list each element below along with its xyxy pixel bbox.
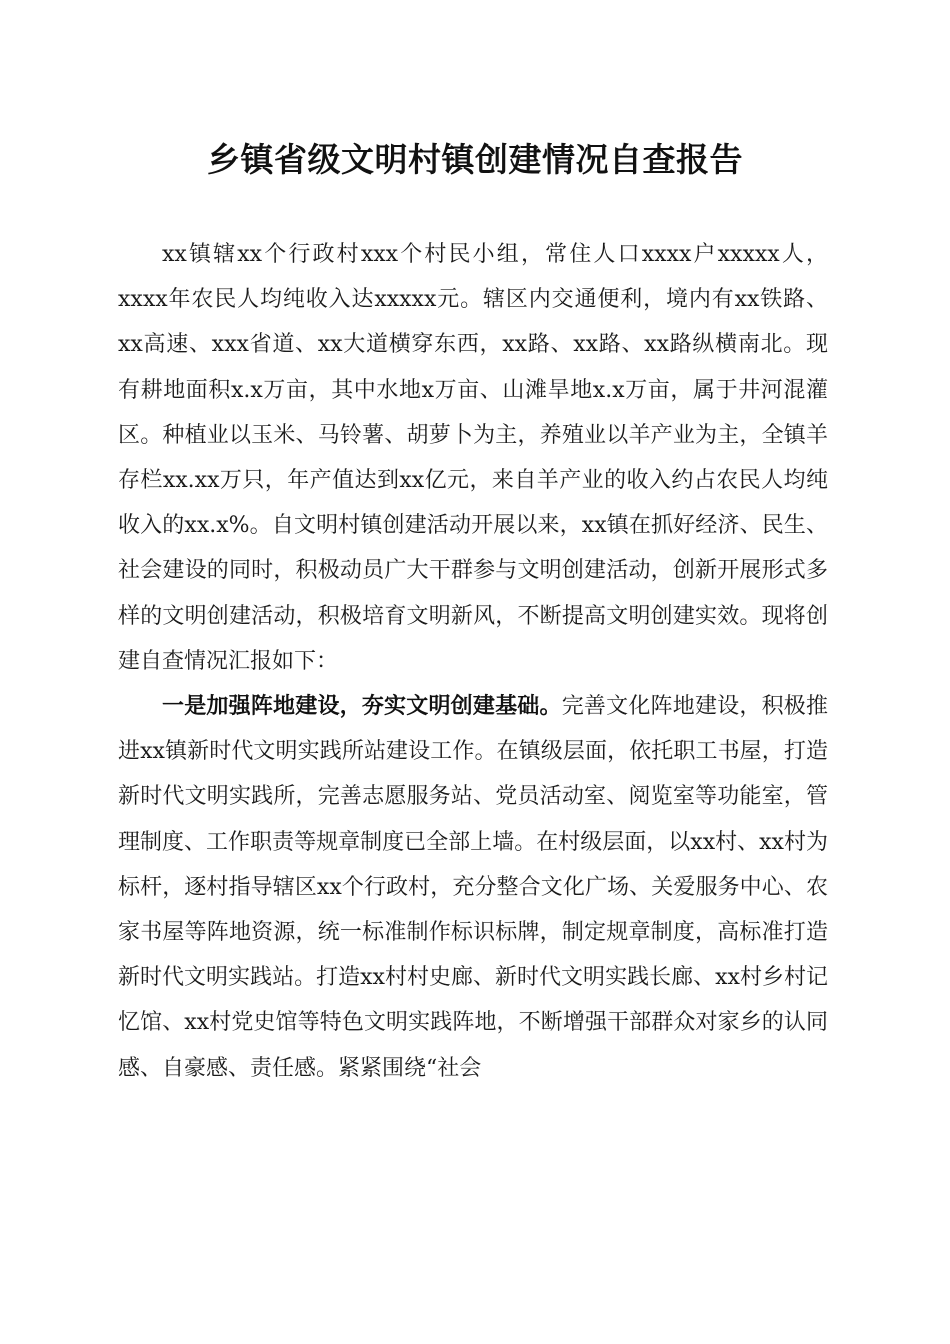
document-title: 乡镇省级文明村镇创建情况自查报告: [207, 140, 743, 179]
document-body: [118, 232, 828, 1091]
paragraph-intro: [118, 232, 828, 684]
section-lead-heading: 一是加强阵地建设，夯实文明创建基础。: [162, 693, 562, 720]
paragraph-text: xx镇辖xx个行政村xxx个村民小组，常住人口xxxx户xxxxx人，xxxx年农民人均纯收入达xxxxx元。辖区内交通便利，境内有xx铁路、xx高速、xxx省道、xx大道横穿东西，xx路、xx路、xx路纵横南北。现有耕地面积x.x万亩，其中水地x万亩、山滩旱地x.x万亩，属于井河混灌区。种植业以玉米、马铃薯、胡萝卜为主，养殖业以羊产业为主，全镇羊存栏xx.xx万只，年产值达到xx亿元，来自羊产业的收入约占农民人均纯收入的xx.x%。自文明村镇创建活动开展以来，xx镇在抓好经济、民生、社会建设的同时，积极动员广大干群参与文明创建活动，创新开展形式多样的文明创建活动，积极培育文明新风，不断提高文明创建实效。现将创建自查情况汇报如下：: [118, 242, 828, 674]
paragraph-text: 完善文化阵地建设，积极推进xx镇新时代文明实践所站建设工作。在镇级层面，依托职工书屋，打造新时代文明实践所，完善志愿服务站、党员活动室、阅览室等功能室，管理制度、工作职责等规章制度已全部上墙。在村级层面，以xx村、xx村为标杆，逐村指导辖区xx个行政村，充分整合文化广场、关爱服务中心、农家书屋等阵地资源，统一标准制作标识标牌，制定规章制度，高标准打造新时代文明实践站。打造xx村村史廊、新时代文明实践长廊、xx村乡村记忆馆、xx村党史馆等特色文明实践阵地，不断增强干部群众对家乡的认同感、自豪感、责任感。紧紧围绕“社会: [118, 694, 828, 1081]
paragraph-section-1: [118, 684, 828, 1091]
